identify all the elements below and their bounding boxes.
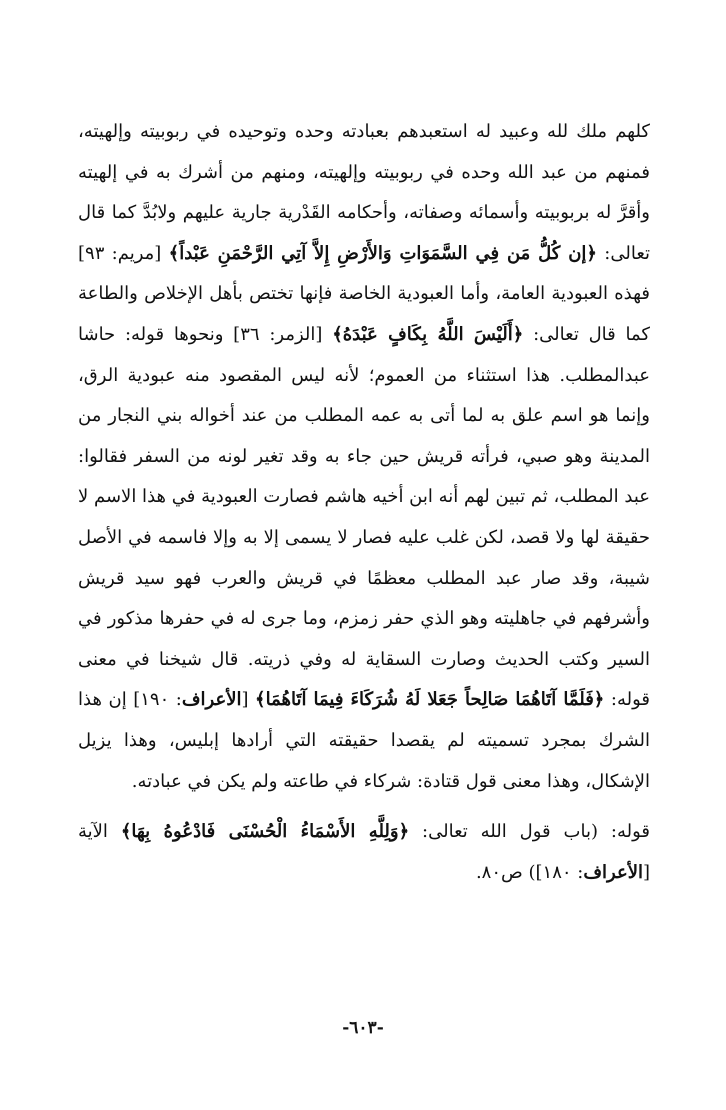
text-segment: : ١٩٠] إن هذا الشرك بمجرد تسميته لم يقصدا حقيقته التي أرادها إبليس، وهذا يزيل الإشكال، وهذا معنى قول قتادة: شركاء في طاعته ولم يكن في عبادته. (78, 689, 650, 792)
quran-verse: ﴿فَلَمَّا آتَاهُمَا صَالِحاً جَعَلا لَهُ شُرَكَاءَ فِيمَا آتَاهُمَا﴾ (255, 689, 605, 711)
paragraph-commentary (78, 112, 650, 802)
text-segment: قوله: (باب قول الله تعالى: (409, 821, 650, 843)
page-number: -٦٠٣- (342, 1018, 384, 1038)
text-segment: الآية [ (78, 821, 650, 883)
surah-name: الأعراف (583, 861, 643, 883)
text-segment: [ (241, 689, 256, 711)
text-segment: [الزمر: ٣٦] ونحوها قوله: حاشا عبدالمطلب. هذا استثناء من العموم؛ لأنه ليس المقصود منه عبودية الرق، وإنما هو اسم علق به لما أتى به عمه المطلب من عند أخواله بني النجار من المدينة وهو صبي، فرأته قريش حين جاء به وقد تغير لونه من السفر فقالوا: عبد المطلب، ثم تبين لهم أنه ابن أخيه هاشم فصارت العبودية في هذا الاسم لا حقيقة لها ولا قصد، لكن غلب عليه فصار لا يسمى إلا به وإلا فاسمه في الأصل شيبة، وقد صار عبد المطلب معظمًا في قريش والعرب فهو سيد قريش وأشرفهم في جاهليته وهو الذي حفر زمزم، وما جرى له في حفرها مذكور في السير وكتب الحديث وصارت السقاية له وفي ذريته. قال شيخنا في معنى قوله: (78, 323, 650, 711)
paragraph-chapter-reference (78, 812, 650, 893)
text-segment: : ١٨٠]) ص٨٠. (475, 861, 584, 883)
surah-name: الأعراف (181, 689, 242, 711)
quran-verse: ﴿وَلِلَّهِ الأَسْمَاءُ الْحُسْنَى فَادْعُوهُ بِهَا﴾ (120, 821, 410, 843)
text-segment: [مريم: ٩٣] فهذه العبودية العامة، وأما العبودية الخاصة فإنها تختص بأهل الإخلاص والطاعة كما قال تعالى: (78, 242, 650, 345)
body-text (78, 112, 650, 893)
text-segment: كلهم ملك لله وعبيد له استعبدهم بعبادته وحده وتوحيده في ربوبيته وإلهيته، فمنهم من عبد الله وحده في ربوبيته وإلهيته، ومنهم من أشرك به في إلهيته وأقرَّ له بربوبيته وأسمائه وصفاته، وأحكامه القَدْرية جارية عليهم ولابُدَّ كما قال تعالى: (78, 121, 651, 264)
quran-verse: ﴿أَلَيْسَ اللَّهُ بِكَافٍ عَبْدَهُ﴾ (332, 323, 524, 345)
quran-verse: ﴿إن كُلُّ مَن فِي السَّمَوَاتِ وَالأَرْضِ إِلاَّ آتِي الرَّحْمَنِ عَبْداً﴾ (168, 242, 597, 264)
